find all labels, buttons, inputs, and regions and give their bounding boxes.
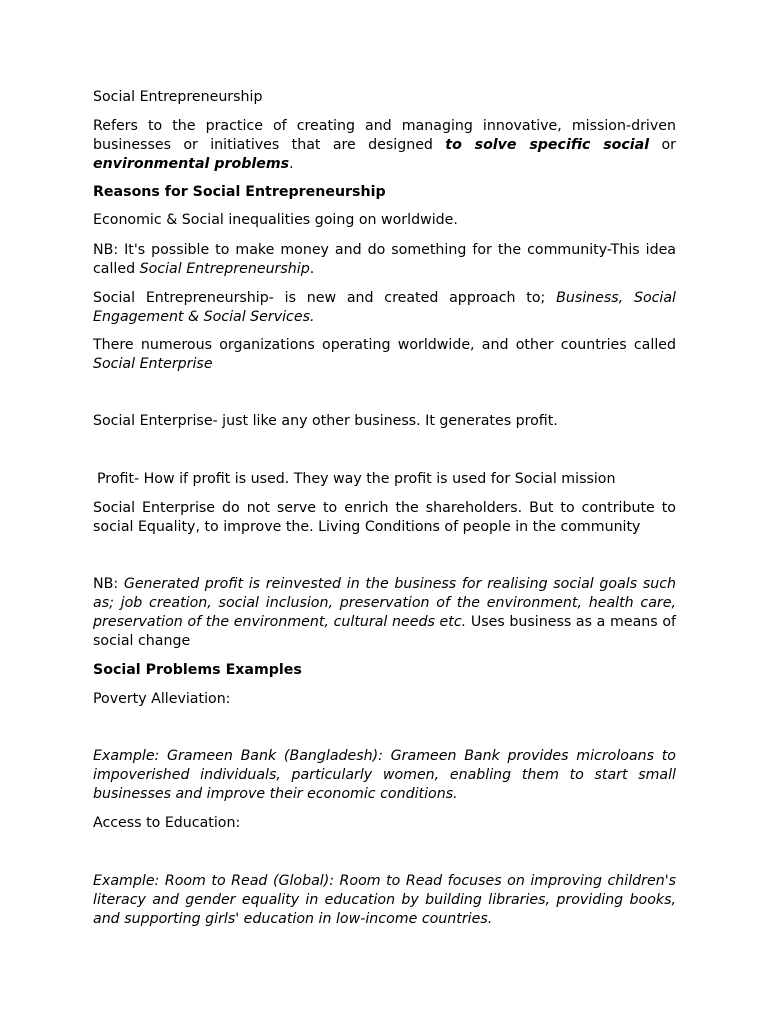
room-to-read-example: Example: Room to Read (Global): Room to Read focuses on improving children's literacy and gender equality in education by building libraries, providing books, and supporting girls' education in low-income countries. [93, 873, 676, 927]
nb-reinvest-tail: Uses business as a means of social change [93, 614, 676, 649]
approach-text: Social Entrepreneurship- is new and created approach to; [93, 290, 557, 306]
nb-reinvest-paragraph [93, 575, 676, 651]
shareholders-paragraph: Social Enterprise do not serve to enrich the shareholders. But to contribute to social Equality, to improve the. Living Conditions of people in the community [93, 500, 676, 535]
nb-reinvest-label: NB: [93, 576, 124, 592]
nb-money-emphasis: Social Entrepreneurship [139, 261, 310, 277]
education-label: Access to Education: [93, 815, 241, 831]
doc-title: Social Entrepreneurship [93, 89, 263, 105]
definition-end: . [289, 156, 294, 172]
heading-reasons: Reasons for Social Entrepreneurship [93, 184, 386, 200]
profit-paragraph: Profit- How if profit is used. They way the profit is used for Social mission [97, 471, 616, 487]
definition-emphasis-environmental: environmental problems [93, 156, 290, 172]
heading-examples: Social Problems Examples [93, 662, 302, 678]
definition-paragraph [93, 117, 676, 174]
poverty-label: Poverty Alleviation: [93, 691, 231, 707]
nb-money-text: NB: It's possible to make money and do something for the community-This idea called [93, 242, 676, 277]
organizations-emphasis: Social Enterprise [93, 356, 213, 372]
definition-lead: Refers to the practice of creating and managing innovative, mission-driven businesses or initiatives that are designed [93, 118, 676, 153]
nb-reinvest-emphasis: Generated profit is reinvested in the business for realising social goals such as; job creation, social inclusion, preservation of the environment, health care, preservation of the environment, cultural needs etc. [93, 576, 676, 630]
approach-paragraph [93, 289, 676, 327]
organizations-text: There numerous organizations operating worldwide, and other countries called [93, 337, 676, 353]
nb-money-paragraph [93, 241, 676, 279]
definition-connector: or [649, 137, 676, 153]
definition-emphasis-social: to solve specific social [445, 137, 650, 153]
inequalities-paragraph: Economic & Social inequalities going on worldwide. [93, 212, 458, 228]
nb-money-end: . [309, 261, 315, 277]
grameen-example: Example: Grameen Bank (Bangladesh): Grameen Bank provides microloans to impoverished individuals, particularly women, enabling them to start small businesses and improve their economic conditions. [93, 748, 676, 802]
approach-emphasis: Business, Social Engagement & Social Services. [93, 290, 677, 325]
organizations-paragraph [93, 336, 676, 374]
enterprise-paragraph: Social Enterprise- just like any other business. It generates profit. [93, 413, 558, 429]
